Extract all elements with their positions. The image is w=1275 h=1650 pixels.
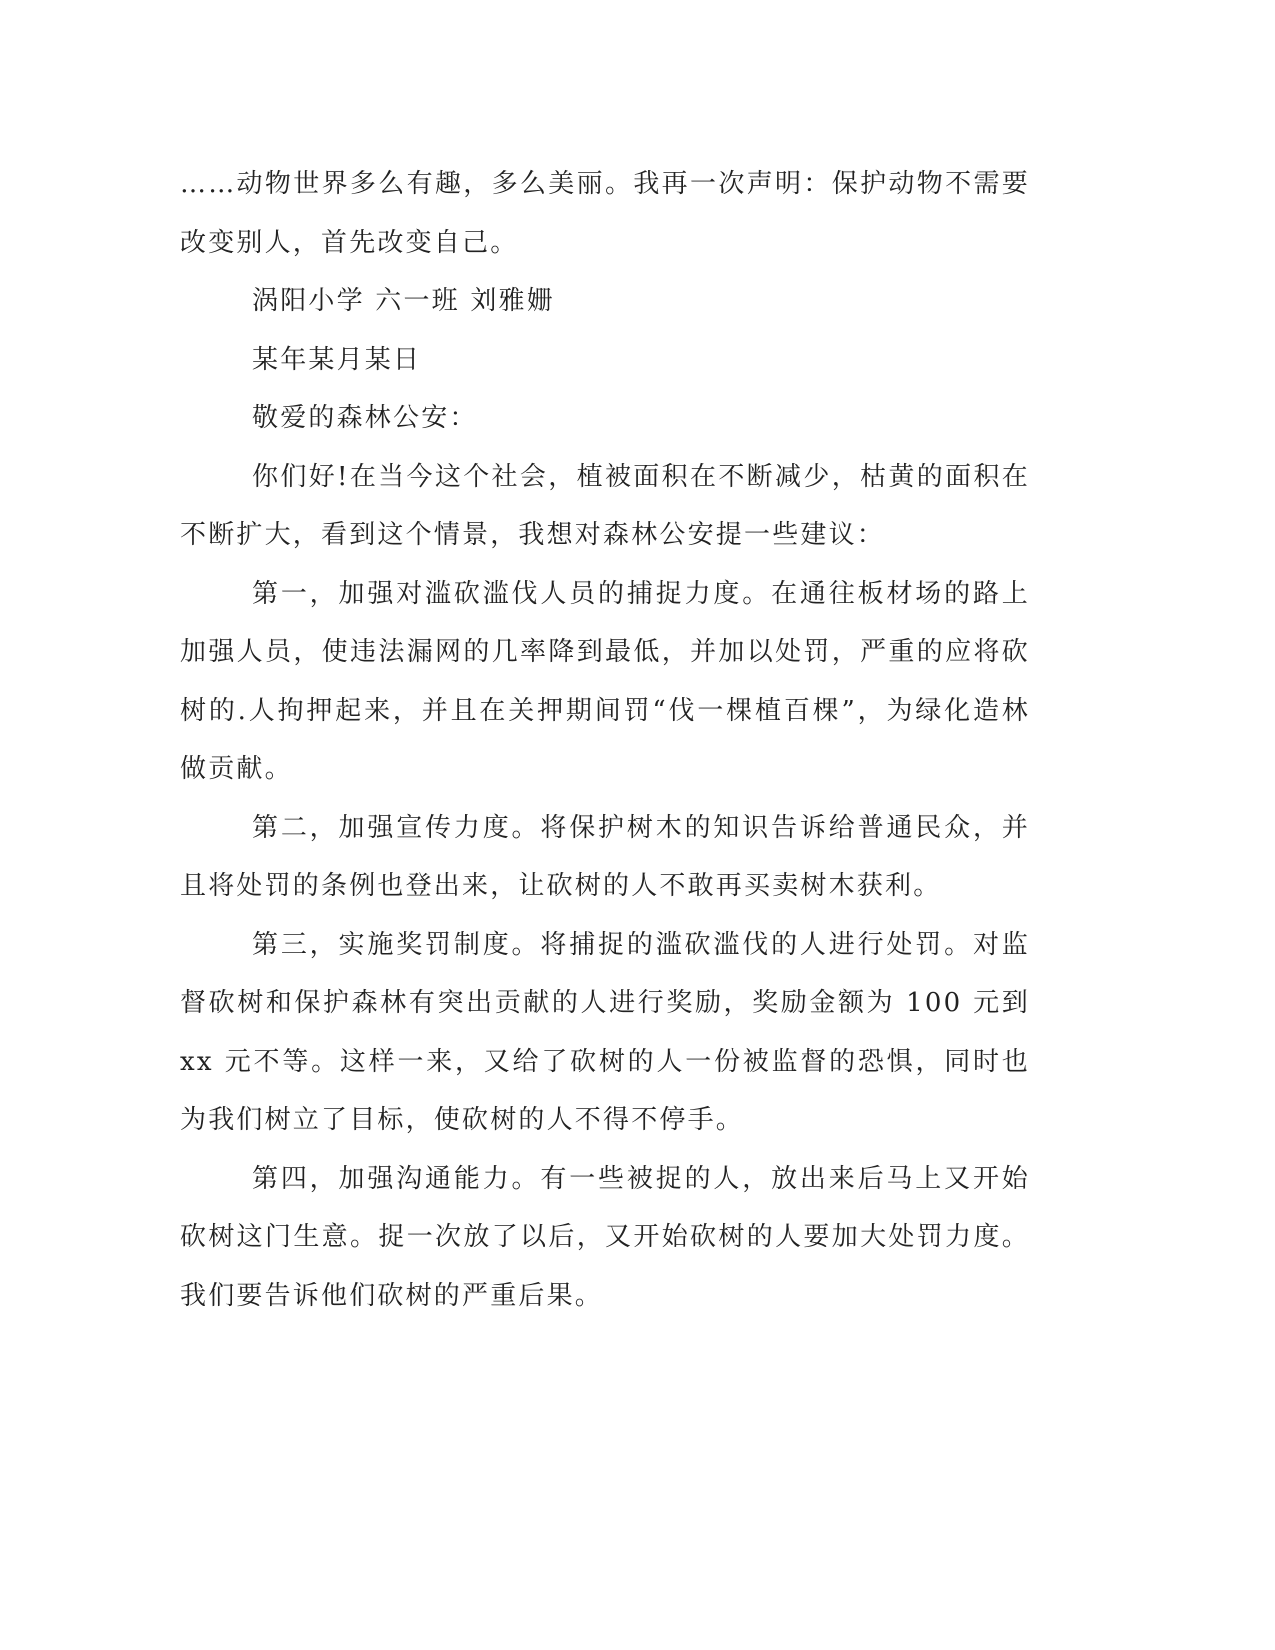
- paragraph-suggestion-4: 第四，加强沟通能力。有一些被捉的人，放出来后马上又开始砍树这门生意。捉一次放了以后，又开始砍树的人要加大处罚力度。我们要告诉他们砍树的严重后果。: [180, 1163, 1030, 1311]
- paragraph-date: 某年某月某日: [252, 344, 422, 375]
- paragraph-greeting: 你们好!在当今这个社会，植被面积在不断减少，枯黄的面积在不断扩大，看到这个情景，我想对森林公安提一些建议：: [180, 461, 1030, 550]
- paragraph-signature: 涡阳小学 六一班 刘雅姗: [252, 286, 555, 316]
- paragraph-salutation: 敬爱的森林公安：: [252, 403, 478, 433]
- paragraph-suggestion-1: 第一，加强对滥砍滥伐人员的捕捉力度。在通往板材场的路上加强人员，使违法漏网的几率降到最低，并加以处罚，严重的应将砍树的.人拘押起来，并且在关押期间罚“伐一棵植百棵”，为绿化造林做贡献。: [180, 578, 1030, 784]
- paragraph-suggestion-2: 第二，加强宣传力度。将保护树木的知识告诉给普通民众，并且将处罚的条例也登出来，让砍树的人不敢再买卖树木获利。: [180, 812, 1030, 901]
- paragraph-suggestion-3: 第三，实施奖罚制度。将捕捉的滥砍滥伐的人进行处罚。对监督砍树和保护森林有突出贡献的人进行奖励，奖励金额为 100 元到 xx 元不等。这样一来，又给了砍树的人一份被监督的恐惧，同时也为我们树立了目标，使砍树的人不得不停手。: [180, 929, 1030, 1135]
- document-body: [180, 155, 1030, 1325]
- paragraph-closing-remark: ……动物世界多么有趣，多么美丽。我再一次声明：保护动物不需要改变别人，首先改变自己。: [180, 169, 1030, 258]
